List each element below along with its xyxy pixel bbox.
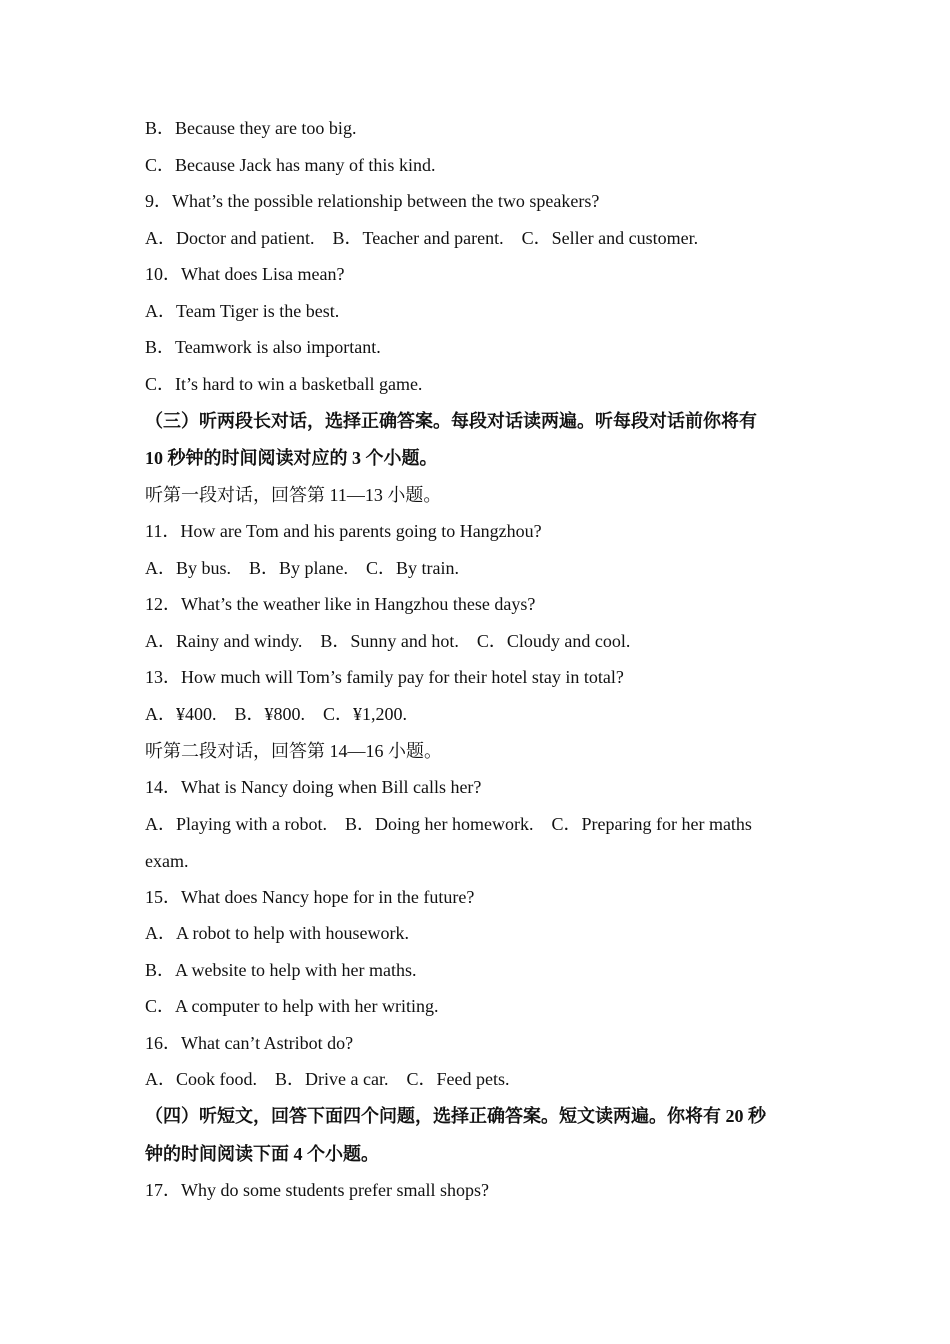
section-3-instruction-line2: 10 秒钟的时间阅读对应的 3 个小题。 (145, 448, 438, 468)
q14-option-b: B．Doing her homework. (345, 814, 534, 834)
q9-option-a: A．Doctor and patient. (145, 228, 315, 248)
q14-options (145, 812, 752, 836)
q15-question: 15．What does Nancy hope for in the future? (145, 887, 475, 907)
q13-option-a: A．¥400. (145, 704, 217, 724)
q9-question: 9．What’s the possible relationship between the two speakers? (145, 191, 600, 211)
q9-options (145, 226, 698, 250)
q14-option-a: A．Playing with a robot. (145, 814, 327, 834)
q8-option-b: B．Because they are too big. (145, 118, 357, 138)
dialogue-1-heading: 听第一段对话，回答第 11—13 小题。 (145, 485, 442, 505)
q16-option-b: B．Drive a car. (275, 1069, 389, 1089)
section-3-instruction-line1: （三）听两段长对话，选择正确答案。每段对话读两遍。听每段对话前你将有 (145, 411, 757, 431)
q13-option-b: B．¥800. (234, 704, 306, 724)
q14-option-c: C．Preparing for her maths (551, 814, 752, 834)
q10-option-c: C．It’s hard to win a basketball game. (145, 374, 423, 394)
q15-option-c: C．A computer to help with her writing. (145, 996, 439, 1016)
q14-question: 14．What is Nancy doing when Bill calls her? (145, 777, 482, 797)
q9-option-b: B．Teacher and parent. (332, 228, 504, 248)
q17-question: 17．Why do some students prefer small shops? (145, 1180, 489, 1200)
q12-option-a: A．Rainy and windy. (145, 631, 303, 651)
q16-option-c: C．Feed pets. (406, 1069, 510, 1089)
section-4-instruction-line2: 钟的时间阅读下面 4 个小题。 (145, 1144, 379, 1164)
q16-options (145, 1067, 509, 1091)
q13-options (145, 702, 407, 726)
q12-option-b: B．Sunny and hot. (320, 631, 459, 651)
q15-option-a: A．A robot to help with housework. (145, 923, 409, 943)
q12-options (145, 629, 630, 653)
q11-question: 11．How are Tom and his parents going to Hangzhou? (145, 521, 542, 541)
section-4-instruction-line1: （四）听短文，回答下面四个问题，选择正确答案。短文读两遍。你将有 20 秒 (145, 1106, 766, 1126)
q11-option-c: C．By train. (366, 558, 460, 578)
q10-option-a: A．Team Tiger is the best. (145, 301, 340, 321)
q11-option-a: A．By bus. (145, 558, 232, 578)
q15-option-b: B．A website to help with her maths. (145, 960, 417, 980)
q16-question: 16．What can’t Astribot do? (145, 1033, 354, 1053)
q12-option-c: C．Cloudy and cool. (476, 631, 631, 651)
q10-question: 10．What does Lisa mean? (145, 264, 345, 284)
q13-question: 13．How much will Tom’s family pay for their hotel stay in total? (145, 667, 624, 687)
q12-question: 12．What’s the weather like in Hangzhou these days? (145, 594, 536, 614)
q11-options (145, 556, 459, 580)
q14-option-c-continued: exam. (145, 851, 189, 871)
q11-option-b: B．By plane. (249, 558, 349, 578)
q13-option-c: C．¥1,200. (323, 704, 408, 724)
q10-option-b: B．Teamwork is also important. (145, 337, 381, 357)
q9-option-c: C．Seller and customer. (521, 228, 699, 248)
q8-option-c: C．Because Jack has many of this kind. (145, 155, 436, 175)
dialogue-2-heading: 听第二段对话，回答第 14—16 小题。 (145, 741, 442, 761)
q16-option-a: A．Cook food. (145, 1069, 257, 1089)
